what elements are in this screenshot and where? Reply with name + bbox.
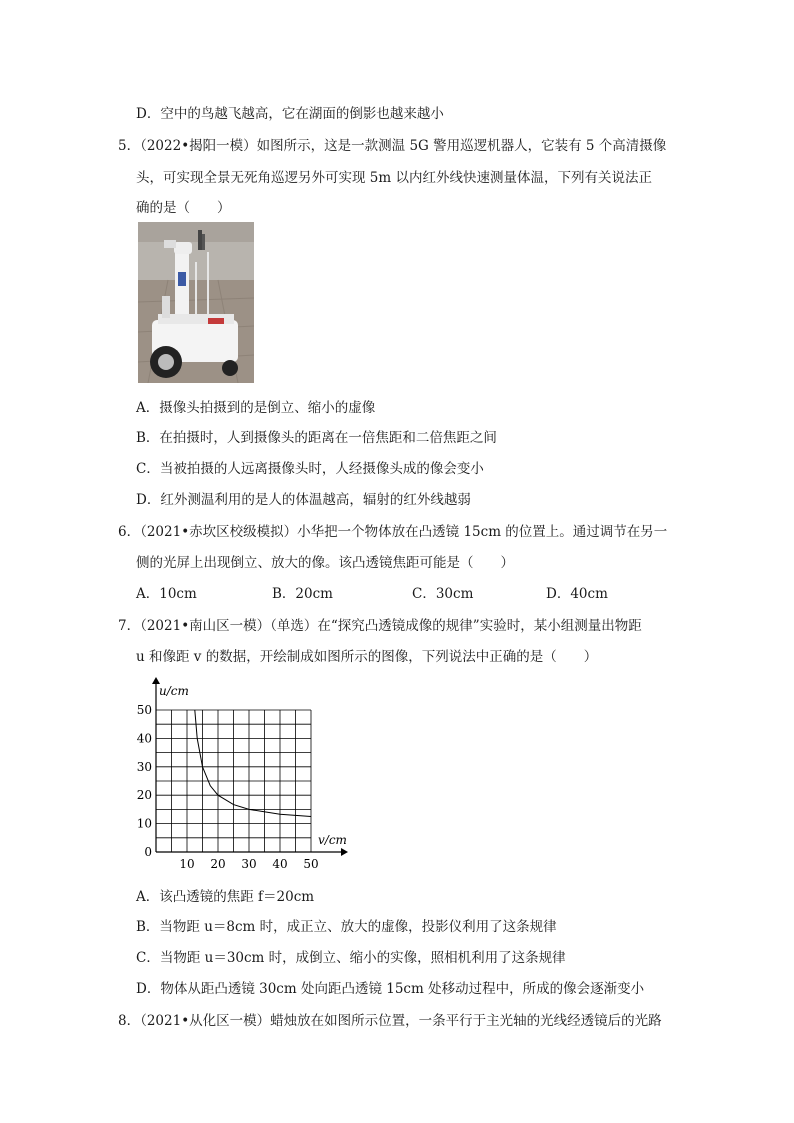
q7-option-c: C．当物距 u＝30cm 时，成倒立、缩小的实像，照相机利用了这条规律 — [136, 950, 566, 966]
q7-option-d: D．物体从距凸透镜 30cm 处向距凸透镜 15cm 处移动过程中，所成的像会逐渐变小 — [136, 981, 645, 997]
uv-curve — [195, 710, 311, 817]
q5-stem-line3: 确的是（ ） — [136, 200, 231, 216]
y-axis-arrow — [152, 677, 160, 684]
q6-option-b: B．20cm — [272, 586, 333, 602]
y-tick-label: 30 — [136, 759, 152, 774]
uv-graph — [126, 676, 356, 876]
x-tick-label: 10 — [179, 857, 195, 871]
y-tick-label: 40 — [136, 731, 152, 746]
q7-stem-line2: u 和像距 v 的数据，开绘制成如图所示的图像，下列说法中正确的是（ ） — [136, 649, 598, 665]
y-tick-label: 20 — [136, 788, 152, 803]
y-tick-label: 50 — [136, 703, 152, 717]
q7-option-a: A．该凸透镜的焦距 f＝20cm — [136, 889, 315, 905]
q5-option-d: D．红外测温利用的是人的体温越高，辐射的红外线越弱 — [136, 492, 471, 508]
q5-option-c: C．当被拍摄的人远离摄像头时，人经摄像头成的像会变小 — [136, 461, 484, 477]
q6-stem-line1: 6．（2021•赤坎区校级模拟）小华把一个物体放在凸透镜 15cm 的位置上。通过调节在另一 — [118, 524, 668, 540]
q6-option-a: A．10cm — [136, 586, 197, 602]
q5-option-b: B．在拍摄时，人到摄像头的距离在一倍焦距和二倍焦距之间 — [136, 430, 497, 446]
q7-option-b: B．当物距 u＝8cm 时，成正立、放大的虚像，投影仪利用了这条规律 — [136, 919, 557, 935]
q6-option-c: C．30cm — [412, 586, 474, 602]
q7-stem-line1: 7．（2021•南山区一模）（单选）在“探究凸透镜成像的规律”实验时，某小组测量出物距 — [118, 618, 642, 634]
y-tick-label: 0 — [144, 845, 152, 859]
q5-stem-line1: 5．（2022•揭阳一模）如图所示，这是一款测温 5G 警用巡逻机器人，它装有 5 个高清摄像 — [118, 138, 667, 154]
x-tick-label: 40 — [272, 857, 288, 871]
q4-option-d: D．空中的鸟越飞越高，它在湖面的倒影也越来越小 — [136, 106, 444, 122]
x-axis-arrow — [341, 848, 348, 856]
x-axis-label: v/cm — [318, 833, 347, 847]
q6-option-d: D．40cm — [546, 586, 608, 602]
q6-stem-line2: 侧的光屏上出现倒立、放大的像。该凸透镜焦距可能是（ ） — [136, 555, 514, 571]
q5-stem-line2: 头，可实现全景无死角巡逻另外可实现 5m 以内红外线快速测量体温，下列有关说法正 — [136, 170, 652, 186]
y-tick-label: 10 — [136, 816, 152, 831]
robot-photo — [138, 222, 254, 383]
robot-photo-drawing — [138, 222, 254, 383]
q8-stem-line1: 8．（2021•从化区一模）蜡烛放在如图所示位置，一条平行于主光轴的光线经透镜后的光路 — [118, 1013, 662, 1029]
y-axis-label: u/cm — [159, 684, 189, 698]
q5-option-a: A．摄像头拍摄到的是倒立、缩小的虚像 — [136, 400, 376, 416]
x-tick-label: 20 — [210, 857, 226, 871]
x-tick-label: 50 — [303, 857, 319, 871]
x-tick-label: 30 — [241, 857, 257, 871]
uv-graph-svg — [126, 676, 356, 876]
